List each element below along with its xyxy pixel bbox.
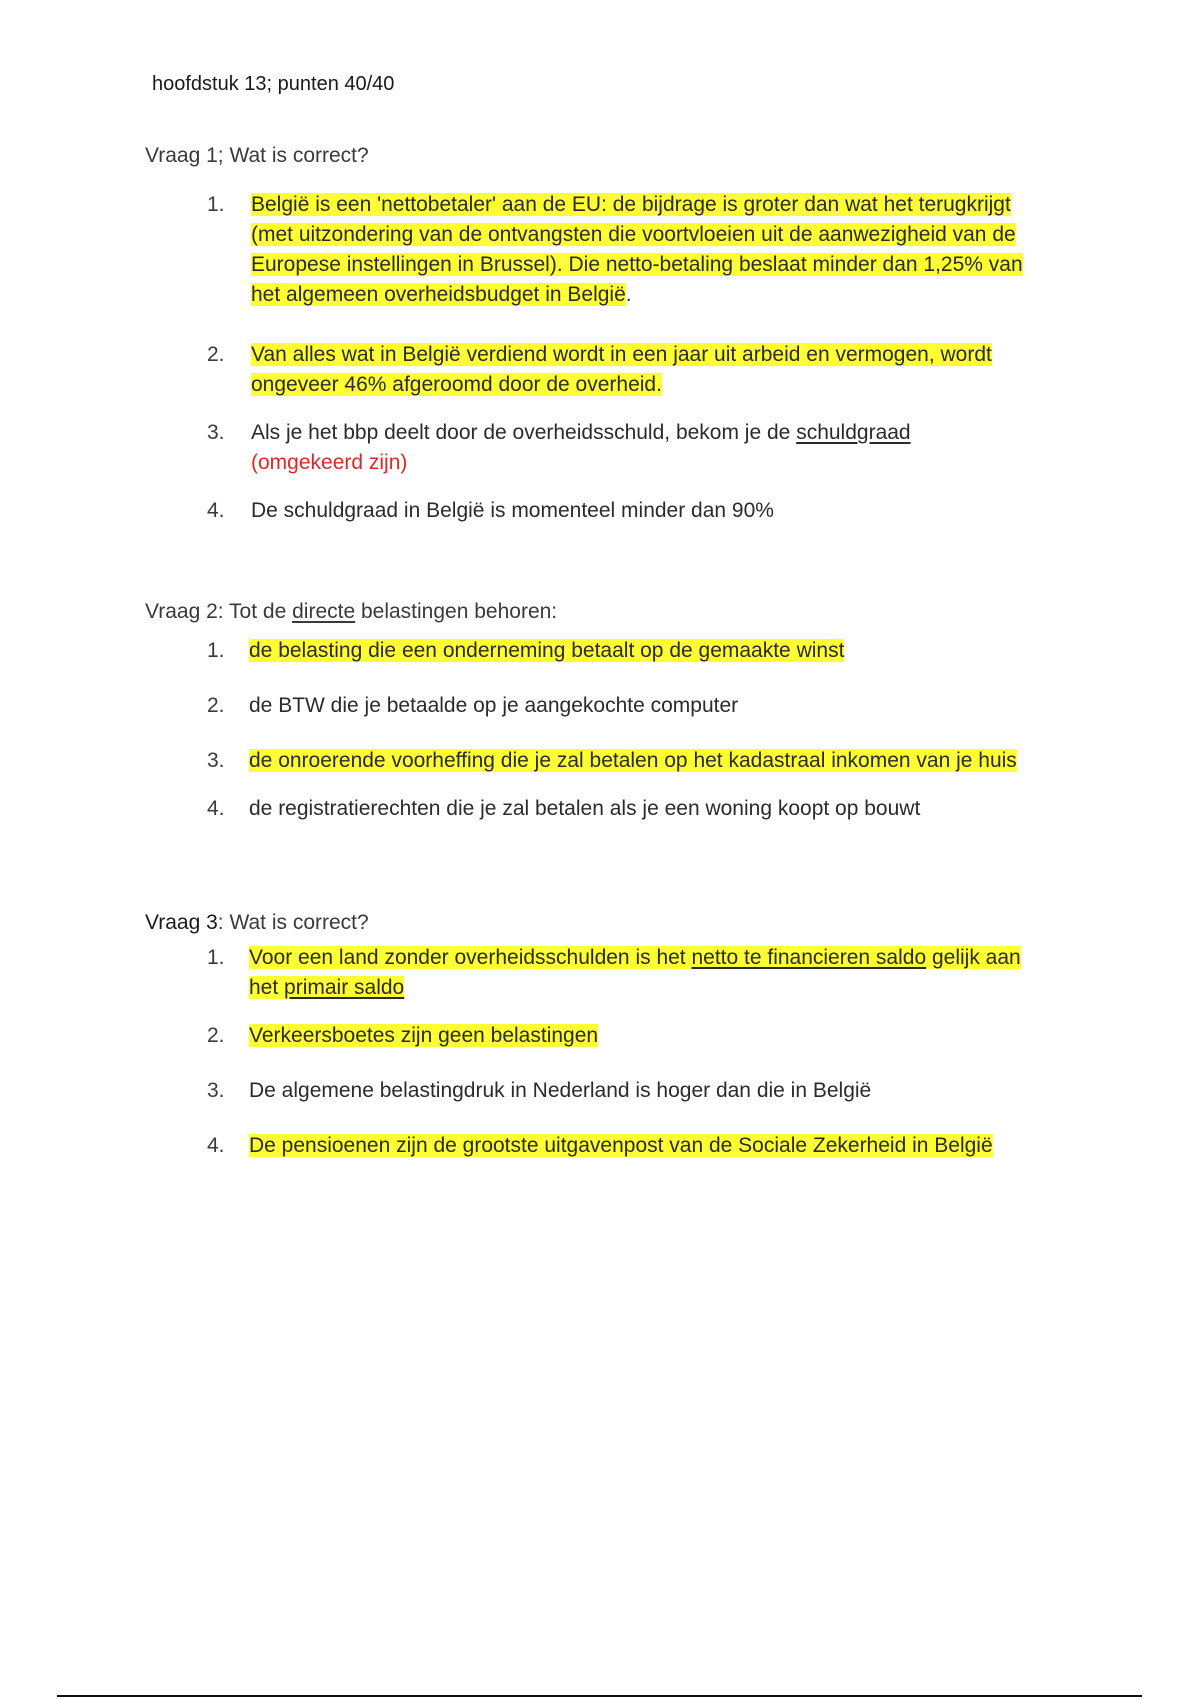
text-part: Voor een land zonder overheidsschulden is het	[249, 946, 692, 969]
answer-number: 1.	[207, 946, 225, 969]
answer-item	[145, 794, 1045, 824]
answer-number: 4.	[207, 1134, 225, 1157]
answer-tail: .	[625, 283, 632, 306]
answer-item	[145, 691, 1045, 721]
title-part: Vraag 2: Tot de	[145, 600, 293, 623]
question-1-answers	[145, 190, 1045, 526]
question-2-title	[145, 600, 1045, 624]
answer-text: de registratierechten die je zal betalen als je een woning koopt op bouwt	[249, 797, 921, 820]
highlighted-text: de onroerende voorheffing die je zal betalen op het kadastraal inkomen van je huis	[249, 749, 1017, 772]
underlined-term: schuldgraad	[796, 421, 911, 444]
title-part: : Wat is correct?	[217, 911, 369, 934]
answer-item	[145, 1131, 1045, 1161]
page-bottom-rule	[57, 1695, 1142, 1697]
underlined-term: primair saldo	[284, 976, 405, 999]
answer-item	[145, 636, 1045, 666]
answer-number: 3.	[207, 749, 225, 772]
highlighted-text: de belasting die een onderneming betaalt op de gemaakte winst	[249, 639, 845, 662]
underlined-term: directe	[292, 600, 356, 623]
answer-text	[251, 340, 1031, 400]
question-1-title: Vraag 1; Wat is correct?	[145, 144, 369, 167]
answer-number: 1.	[207, 193, 225, 216]
answer-item	[145, 1021, 1045, 1051]
answer-item	[145, 190, 1045, 310]
answer-item	[145, 1076, 1045, 1106]
highlighted-text: Verkeersboetes zijn geen belastingen	[249, 1024, 599, 1047]
answer-number: 2.	[207, 694, 225, 717]
answer-text: De schuldgraad in België is momenteel minder dan 90%	[251, 499, 774, 522]
annotation-note: (omgekeerd zijn)	[251, 451, 408, 474]
question-2-answers	[145, 636, 1045, 824]
answer-item	[145, 418, 1045, 478]
answer-text	[251, 418, 1031, 478]
answer-number: 3.	[207, 1079, 225, 1102]
answer-text	[249, 1021, 1045, 1051]
answer-text	[251, 190, 1031, 310]
answer-text	[249, 636, 1045, 666]
answer-item	[145, 943, 1045, 1003]
answer-number: 4.	[207, 499, 225, 522]
title-part: belastingen behoren:	[355, 600, 558, 623]
page-header: hoofdstuk 13; punten 40/40	[152, 73, 395, 95]
question-3-answers	[145, 943, 1045, 1161]
answer-number: 4.	[207, 797, 225, 820]
answer-text-part: Als je het bbp deelt door de overheidsschuld, bekom je de	[251, 421, 797, 444]
highlighted-text: België is een 'nettobetaler' aan de EU: de bijdrage is groter dan wat het terugkrijgt (met uitzondering van de ontvangsten die voortvloeien uit de aanwezigheid van de Europese instellingen in Brussel). Die netto-betaling beslaat minder dan 1,25% van het algemeen overheidsbudget in België	[251, 193, 1023, 306]
question-1	[145, 144, 1045, 526]
highlighted-text: Van alles wat in België verdiend wordt in een jaar uit arbeid en vermogen, wordt ongeveer 46% afgeroomd door de overheid.	[251, 343, 992, 396]
answer-item	[145, 746, 1045, 776]
highlighted-text: De pensioenen zijn de grootste uitgavenpost van de Sociale Zekerheid in België	[249, 1134, 993, 1157]
answer-text	[249, 1131, 1029, 1161]
question-3	[145, 911, 1045, 1161]
answer-number: 2.	[207, 1024, 225, 1047]
question-3-title	[145, 911, 1045, 935]
title-label: Vraag 3	[145, 911, 218, 934]
answer-item	[145, 340, 1045, 400]
highlighted-text	[249, 946, 1021, 999]
answer-item	[145, 496, 1045, 526]
text-part: gelijk aan het	[249, 946, 1021, 999]
answer-number: 2.	[207, 343, 225, 366]
answer-number: 3.	[207, 421, 225, 444]
underlined-term: netto te financieren saldo	[691, 946, 927, 969]
answer-text	[249, 943, 1029, 1003]
answer-text	[249, 746, 1049, 776]
answer-number: 1.	[207, 639, 225, 662]
answer-text: De algemene belastingdruk in Nederland is hoger dan die in België	[249, 1079, 872, 1102]
question-2	[145, 600, 1045, 824]
answer-text: de BTW die je betaalde op je aangekochte computer	[249, 694, 739, 717]
